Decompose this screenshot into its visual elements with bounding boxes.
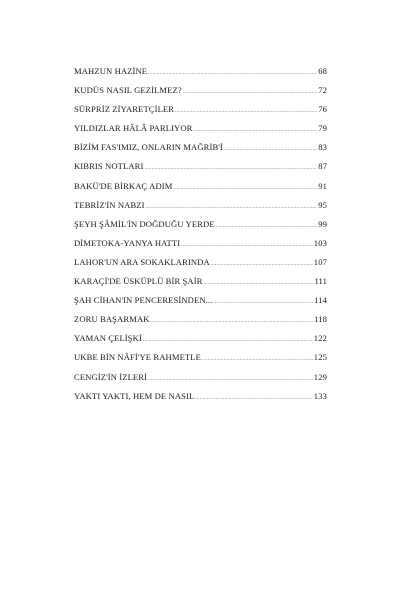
toc-entry-title: YILDIZLAR HÂLÂ PARLIYOR — [74, 123, 193, 134]
toc-dot-leader — [202, 357, 313, 362]
toc-dot-leader — [175, 109, 317, 114]
toc-entry-page: 103 — [313, 237, 327, 248]
toc-entry-title: TEBRİZ'İN NABZI — [74, 199, 145, 210]
toc-entry-title: ZORU BAŞARMAK — [74, 314, 150, 325]
toc-entry-page: 118 — [314, 314, 327, 325]
toc-dot-leader — [173, 186, 317, 191]
toc-entry-page: 125 — [313, 352, 327, 363]
toc-entry-title: YAKTI YAKTI, HEM DE NASIL — [74, 390, 195, 401]
toc-entry-title: SÜRPRİZ ZİYARETÇİLER — [74, 104, 175, 115]
toc-entry-title: LAHOR'UN ARA SOKAKLARINDA — [74, 256, 210, 267]
toc-entry-title: BİZİM FAS'IMIZ, ONLARIN MAĞRİB'İ — [74, 142, 223, 153]
toc-entry-page: 79 — [318, 123, 327, 134]
toc-entry-page: 87 — [318, 161, 327, 172]
toc-dot-leader — [148, 71, 317, 76]
toc-entry[interactable] — [74, 276, 327, 295]
table-of-contents — [74, 66, 327, 410]
toc-entry[interactable] — [74, 238, 327, 257]
toc-dot-leader — [224, 147, 317, 152]
toc-dot-leader — [143, 338, 313, 343]
toc-entry[interactable] — [74, 372, 327, 391]
toc-entry-page: 107 — [313, 256, 327, 267]
toc-dot-leader — [181, 243, 313, 248]
toc-entry-page: 83 — [318, 142, 327, 153]
toc-entry-title: MAHZUN HAZİNE — [74, 66, 148, 76]
toc-entry[interactable] — [74, 391, 327, 410]
toc-entry-title: KIBRIS NOTLARI — [74, 161, 144, 172]
toc-dot-leader — [146, 205, 318, 210]
toc-entry[interactable] — [74, 181, 327, 200]
toc-entry-page: 129 — [313, 371, 327, 382]
toc-entry-page: 68 — [318, 66, 327, 76]
toc-entry-title: DİMETOKA-YANYA HATTI — [74, 237, 181, 248]
toc-entry-title: ŞEYH ŞÂMİL'İN DOĞDUĞU YERDE — [74, 218, 215, 229]
toc-dot-leader — [204, 281, 314, 286]
toc-entry[interactable] — [74, 219, 327, 238]
toc-entry[interactable] — [74, 161, 327, 180]
toc-entry-page: 122 — [313, 333, 327, 344]
toc-entry-title: ŞAH CİHAN'IN PENCERESİNDEN... — [74, 295, 213, 306]
toc-dot-leader — [148, 377, 313, 382]
toc-dot-leader — [213, 300, 313, 305]
toc-entry[interactable] — [74, 295, 327, 314]
toc-entry[interactable] — [74, 123, 327, 142]
toc-dot-leader — [211, 262, 313, 267]
toc-entry[interactable] — [74, 333, 327, 352]
toc-entry-title: UKBE BİN NÂFİ'YE RAHMETLE — [74, 352, 201, 363]
toc-entry[interactable] — [74, 85, 327, 104]
toc-dot-leader — [195, 396, 312, 401]
toc-entry[interactable] — [74, 200, 327, 219]
toc-entry-page: 72 — [318, 85, 327, 96]
toc-entry-title: YAMAN ÇELİŞKİ — [74, 333, 142, 344]
toc-entry-page: 114 — [314, 295, 327, 306]
toc-entry-title: CENGİZ'İN İZLERİ — [74, 371, 148, 382]
toc-entry-page: 111 — [314, 276, 327, 287]
toc-entry-page: 133 — [313, 390, 327, 401]
toc-dot-leader — [183, 90, 317, 95]
toc-entry-title: BAKÜ'DE BİRKAÇ ADIM — [74, 180, 173, 191]
toc-entry[interactable] — [74, 142, 327, 161]
toc-entry-page: 76 — [318, 104, 327, 115]
toc-dot-leader — [193, 128, 317, 133]
toc-entry[interactable] — [74, 257, 327, 276]
toc-entry-title: KARAÇİ'DE ÜSKÜPLÜ BİR ŞAİR — [74, 276, 203, 287]
toc-dot-leader — [151, 319, 314, 324]
toc-entry[interactable] — [74, 66, 327, 85]
toc-entry[interactable] — [74, 352, 327, 371]
toc-entry[interactable] — [74, 314, 327, 333]
toc-entry-page: 99 — [318, 218, 327, 229]
toc-entry[interactable] — [74, 104, 327, 123]
toc-entry-page: 91 — [318, 180, 327, 191]
toc-dot-leader — [216, 224, 317, 229]
toc-entry-page: 95 — [318, 199, 327, 210]
toc-entry-title: KUDÜS NASIL GEZİLMEZ? — [74, 85, 182, 96]
toc-dot-leader — [144, 166, 317, 171]
